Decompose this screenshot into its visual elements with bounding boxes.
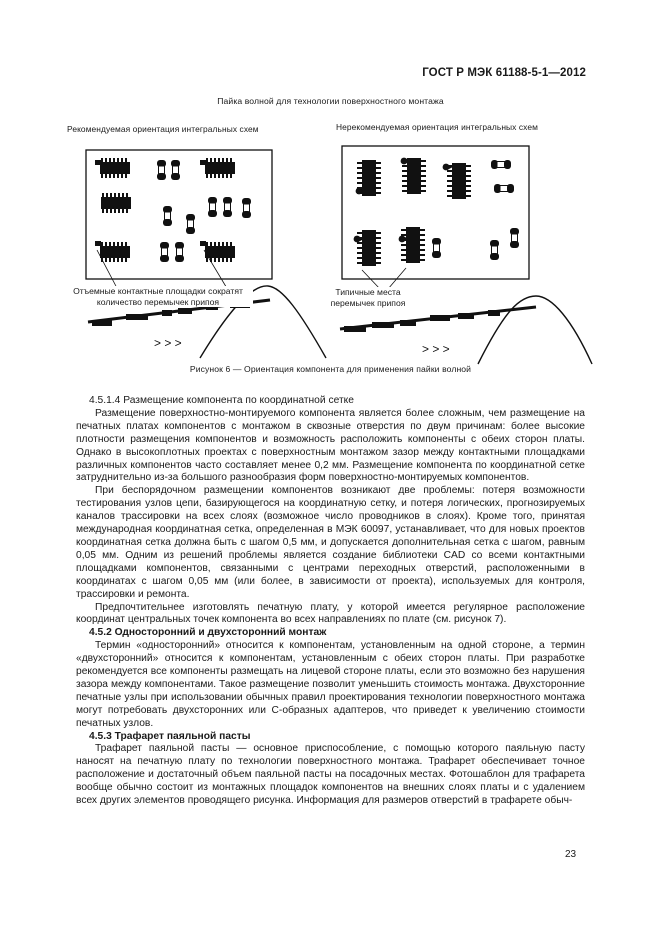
document-id: ГОСТ Р МЭК 61188-5-1—2012 xyxy=(422,67,586,79)
section-heading-4-5-3: 4.5.3 Трафарет паяльной пасты xyxy=(89,730,251,742)
right-callout: Типичные места перемычек припоя xyxy=(322,287,414,308)
paragraph: При беспорядочном размещении компонентов возникают две проблемы: потеря возможности тестирования узлов цепи, базирующегося на координатную сетку, и потеря логических, прогнозируемых каналов трассировки на всех слоях (возможное число проводников в слоях). Кроме того, принятая международная координатная сетка, определенная в МЭК 60097, устанавливает, что для новых проектов координатная сетка должна быть с шагом 0,5 мм, и допускается дополнительная сетка с шагом, равным 0,05 мм. Одним из решений проблемы является создание библиотеки CAD со всеми контактными площадками компонентов, связанными с центрами переходных отверстий, расположенными в координатах с шагом 0,05 мм (или более, в зависимости от проекта), используемых для контроля, трассировки и ремонта. xyxy=(76,485,585,600)
paragraph: Предпочтительнее изготовлять печатную плату, у которой имеется регулярное расположение координат центральных точек компонента во всех направлениях по плате (см. рисунок 7). xyxy=(76,601,585,626)
not-recommended-board xyxy=(342,146,529,289)
recommended-board xyxy=(86,150,272,290)
paragraph: Трафарет паяльной пасты — основное приспособление, с помощью которого паяльную пасту наносят на печатную плату по технологии поверхностного монтажа. Трафарет обеспечивает точное расположение и достаточный объем паяльной пасты на посадочных местах. Фотошаблон для трафарета вообще обычно состоит из монтажных площадок компонентов на внешних слоях платы и с удалением всех других элементов проводящего рисунка. Информация для размеров отверстий в трафарете обыч- xyxy=(76,743,585,807)
left-panel-caption: Рекомендуемая ориентация интегральных схем xyxy=(67,124,259,134)
left-flow-arrows: > > > xyxy=(154,336,182,350)
figure-caption: Рисунок 6 — Ориентация компонента для применения пайки волной xyxy=(189,364,472,374)
right-panel-caption: Нерекомендуемая ориентация интегральных схем xyxy=(336,122,538,132)
section-heading-4-5-2: 4.5.2 Односторонний и двухсторонний монтаж xyxy=(89,627,327,639)
paragraph: Размещение поверхностно-монтируемого компонента является более сложным, чем размещение на печатных платах компонентов с монтажом в сквозные отверстия по двум причинам: более высокие плотности размещения компонентов и возможность расположить компоненты с обеих сторон платы. Однако в высокоплотных проектах с поверхностным монтажом зазор между контактными площадками различных компонентов часто составляет менее 0,2 мм. Размещение компонента по координатной сетке затруднительно из-за большого разнообразия форм поверхностно-монтируемых компонентов. xyxy=(76,407,585,484)
left-callout: Отъемные контактные площадки сократят количество перемычек припоя xyxy=(63,286,253,307)
body-text xyxy=(76,395,585,808)
wave-soldering-figure xyxy=(0,0,661,380)
figure-title: Пайка волной для технологии поверхностного монтажа xyxy=(217,96,444,106)
paragraph: Термин «односторонний» относится к компонентам, установленным на одной стороне, а термин «двухсторонний» относится к компонентам, установленным с обеих сторон платы. При разработке рекомендуется все компоненты размещать на лицевой стороне платы, если это возможно без нарушения зазора между компонентами. Такое размещение позволит уменьшить стоимость монтажа. Двухсторонние печатные узлы при использовании обычных правил проектирования технологии поверхностного монтажа могут потребовать двухсторонних или С-образных адаптеров, что приведет к увеличению стоимости печатных узлов. xyxy=(76,640,585,729)
right-flow-arrows: > > > xyxy=(422,342,450,356)
page-number: 23 xyxy=(565,849,577,860)
section-heading-4-5-1-4: 4.5.1.4 Размещение компонента по координатной сетке xyxy=(89,395,354,406)
